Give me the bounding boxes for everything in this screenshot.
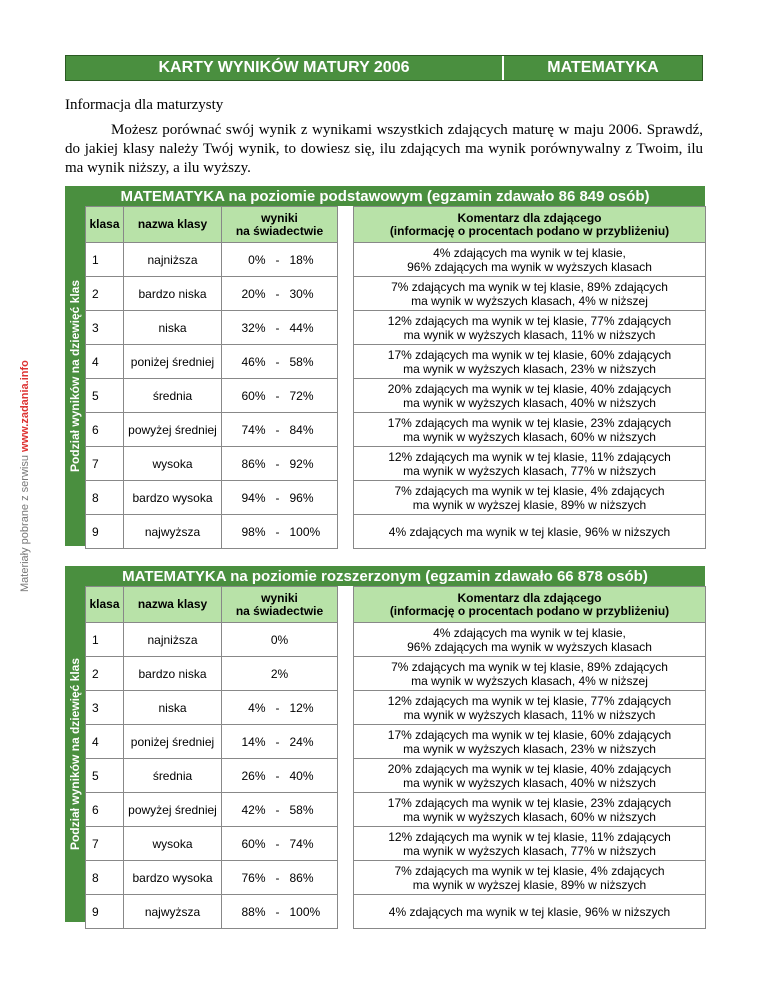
komentarz-line-1: 4% zdających ma wynik w tej klasie, — [433, 625, 626, 640]
komentarz-line-1: 12% zdających ma wynik w tej klasie, 77% zdających — [387, 313, 672, 328]
cell-gap — [338, 691, 354, 725]
komentarz-line-2: ma wynik w wyższych klasach, 11% w niższych — [403, 327, 656, 342]
cell-klasa: 6 — [86, 793, 124, 827]
cell-klasa: 3 — [86, 311, 124, 345]
cell-gap — [338, 277, 354, 311]
cell-klasa: 8 — [86, 481, 124, 515]
col-header-klasa: klasa — [86, 207, 124, 243]
cell-gap — [338, 515, 354, 549]
cell-klasa: 3 — [86, 691, 124, 725]
cell-komentarz — [354, 345, 706, 379]
cell-nazwa: bardzo niska — [124, 277, 222, 311]
cell-gap — [338, 793, 354, 827]
range — [225, 491, 334, 505]
cell-komentarz — [354, 623, 706, 657]
range-from: 76% — [241, 870, 266, 885]
cell-komentarz — [354, 793, 706, 827]
komentarz-line-1: 7% zdających ma wynik w tej klasie, 4% zdających — [394, 483, 665, 498]
cell-klasa: 7 — [86, 827, 124, 861]
cell-nazwa: bardzo wysoka — [124, 481, 222, 515]
range-to: 58% — [289, 802, 314, 817]
range-to: 100% — [289, 524, 321, 539]
table-row — [86, 657, 706, 691]
komentarz-line-1: 17% zdających ma wynik w tej klasie, 23% zdających — [387, 415, 672, 430]
title-bar — [65, 55, 703, 81]
range-from: 60% — [241, 388, 266, 403]
range-from: 4% — [248, 700, 266, 715]
cell-klasa: 4 — [86, 345, 124, 379]
komentarz-line-2: 96% zdających ma wynik w wyższych klasach — [407, 639, 652, 654]
cell-nazwa: poniżej średniej — [124, 725, 222, 759]
komentarz-line-1: 7% zdających ma wynik w tej klasie, 89% zdających — [391, 279, 668, 294]
komentarz-line-1: 17% zdających ma wynik w tej klasie, 60% zdających — [387, 347, 672, 362]
cell-wyniki — [222, 657, 338, 691]
range-from: 86% — [241, 456, 266, 471]
range-separator: - — [275, 286, 280, 301]
info-heading: Informacja dla maturzysty — [65, 97, 224, 113]
range — [225, 525, 334, 539]
range-to: 100% — [289, 904, 321, 919]
cell-nazwa: najniższa — [124, 623, 222, 657]
cell-komentarz — [354, 243, 706, 277]
range-to: 58% — [289, 354, 314, 369]
cell-gap — [338, 243, 354, 277]
range-from: 42% — [241, 802, 266, 817]
komentarz-line-2: ma wynik w wyższych klasach, 40% w niższych — [403, 395, 656, 410]
range-separator: - — [275, 252, 280, 267]
range-from: 0% — [248, 252, 266, 267]
range-to: 30% — [289, 286, 314, 301]
range-from: 94% — [241, 490, 266, 505]
cell-gap — [338, 657, 354, 691]
range-separator: - — [275, 354, 280, 369]
cell-komentarz — [354, 413, 706, 447]
cell-klasa: 9 — [86, 515, 124, 549]
range-separator: - — [275, 490, 280, 505]
komentarz-line-2: ma wynik w wyższych klasach, 4% w niższej — [411, 293, 648, 308]
range — [225, 803, 334, 817]
cell-wyniki-value: 0% — [270, 632, 289, 647]
cell-gap — [338, 725, 354, 759]
range-from: 98% — [241, 524, 266, 539]
basic-side-label — [65, 206, 85, 546]
cell-klasa: 5 — [86, 379, 124, 413]
table-row — [86, 515, 706, 549]
cell-wyniki — [222, 827, 338, 861]
komentarz-line-2: ma wynik w wyższych klasach, 60% w niższych — [403, 809, 656, 824]
komentarz-line-2: ma wynik w wyższych klasach, 40% w niższych — [403, 775, 656, 790]
cell-nazwa: najniższa — [124, 243, 222, 277]
table-row — [86, 413, 706, 447]
cell-gap — [338, 311, 354, 345]
cell-nazwa: wysoka — [124, 827, 222, 861]
basic-results-table — [85, 206, 706, 549]
range-to: 18% — [289, 252, 314, 267]
komentarz-line-2: ma wynik w wyższej klasie, 89% w niższych — [412, 497, 647, 512]
komentarz-line-1: 17% zdających ma wynik w tej klasie, 23% zdających — [387, 795, 672, 810]
cell-wyniki — [222, 515, 338, 549]
range-separator: - — [275, 870, 280, 885]
col-header-wyniki — [222, 587, 338, 623]
cell-wyniki — [222, 277, 338, 311]
cell-wyniki — [222, 861, 338, 895]
table-header-row — [86, 207, 706, 243]
range-from: 88% — [241, 904, 266, 919]
table-header-row — [86, 587, 706, 623]
cell-wyniki — [222, 447, 338, 481]
cell-komentarz — [354, 861, 706, 895]
cell-komentarz — [354, 725, 706, 759]
table-row — [86, 827, 706, 861]
komentarz-line-1: 12% zdających ma wynik w tej klasie, 77% zdających — [387, 693, 672, 708]
komentarz-line-2: ma wynik w wyższych klasach, 11% w niższych — [403, 707, 656, 722]
range-from: 74% — [241, 422, 266, 437]
source-watermark — [19, 332, 31, 592]
cell-klasa: 7 — [86, 447, 124, 481]
cell-klasa: 6 — [86, 413, 124, 447]
extended-side-label — [65, 586, 85, 922]
cell-gap — [338, 413, 354, 447]
range — [225, 423, 334, 437]
cell-nazwa: najwyższa — [124, 515, 222, 549]
range — [225, 253, 334, 267]
extended-section-title: MATEMATYKA na poziomie rozszerzonym (egzamin zdawało 66 878 osób) — [65, 566, 705, 586]
cell-komentarz — [354, 827, 706, 861]
range — [225, 905, 334, 919]
cell-gap — [338, 895, 354, 929]
table-row — [86, 481, 706, 515]
table-row — [86, 243, 706, 277]
komentarz-line-2: ma wynik w wyższych klasach, 77% w niższych — [403, 463, 656, 478]
range-separator: - — [275, 904, 280, 919]
range-to: 40% — [289, 768, 314, 783]
range-to: 74% — [289, 836, 314, 851]
cell-nazwa: niska — [124, 691, 222, 725]
cell-komentarz — [354, 691, 706, 725]
cell-wyniki — [222, 759, 338, 793]
range-from: 32% — [241, 320, 266, 335]
komentarz-line-1: 7% zdających ma wynik w tej klasie, 4% zdających — [394, 863, 665, 878]
range-from: 14% — [241, 734, 266, 749]
cell-wyniki — [222, 311, 338, 345]
cell-nazwa: powyżej średniej — [124, 793, 222, 827]
col-gap — [338, 207, 354, 243]
cell-klasa: 2 — [86, 657, 124, 691]
cell-gap — [338, 759, 354, 793]
table-row — [86, 759, 706, 793]
komentarz-line-2: ma wynik w wyższych klasach, 23% w niższych — [403, 741, 656, 756]
cell-wyniki — [222, 793, 338, 827]
cell-komentarz — [354, 447, 706, 481]
table-row — [86, 379, 706, 413]
cell-nazwa: średnia — [124, 379, 222, 413]
cell-nazwa: powyżej średniej — [124, 413, 222, 447]
table-row — [86, 793, 706, 827]
cell-gap — [338, 345, 354, 379]
cell-klasa: 2 — [86, 277, 124, 311]
komentarz-line-1: 12% zdających ma wynik w tej klasie, 11% zdających — [388, 829, 671, 844]
table-row — [86, 447, 706, 481]
range-to: 92% — [289, 456, 314, 471]
cell-gap — [338, 827, 354, 861]
range-separator: - — [275, 802, 280, 817]
col-header-klasa: klasa — [86, 587, 124, 623]
document-title: KARTY WYNIKÓW MATURY 2006 — [66, 56, 504, 80]
komentarz-line-1: 4% zdających ma wynik w tej klasie, 96% w niższych — [388, 524, 671, 539]
range — [225, 389, 334, 403]
cell-wyniki — [222, 895, 338, 929]
range-to: 24% — [289, 734, 314, 749]
cell-klasa: 5 — [86, 759, 124, 793]
range-to: 44% — [289, 320, 314, 335]
cell-komentarz — [354, 895, 706, 929]
range-from: 26% — [241, 768, 266, 783]
range — [225, 871, 334, 885]
table-row — [86, 623, 706, 657]
range-separator: - — [275, 700, 280, 715]
cell-wyniki — [222, 345, 338, 379]
col-header-komentarz-2: (informację o procentach podano w przybliżeniu) — [389, 223, 670, 238]
range-to: 12% — [289, 700, 314, 715]
range — [225, 457, 334, 471]
table-row — [86, 725, 706, 759]
range-separator: - — [275, 422, 280, 437]
cell-gap — [338, 379, 354, 413]
komentarz-line-2: ma wynik w wyższych klasach, 23% w niższych — [403, 361, 656, 376]
range — [225, 769, 334, 783]
cell-klasa: 8 — [86, 861, 124, 895]
range-from: 20% — [241, 286, 266, 301]
komentarz-line-1: 4% zdających ma wynik w tej klasie, 96% w niższych — [388, 904, 671, 919]
cell-komentarz — [354, 759, 706, 793]
komentarz-line-2: ma wynik w wyższych klasach, 60% w niższych — [403, 429, 656, 444]
cell-nazwa: najwyższa — [124, 895, 222, 929]
col-header-komentarz — [354, 587, 706, 623]
cell-wyniki — [222, 243, 338, 277]
extended-side-label-text: Podział wyników na dziewięć klas — [68, 657, 82, 851]
range — [225, 321, 334, 335]
cell-komentarz — [354, 311, 706, 345]
range — [225, 735, 334, 749]
komentarz-line-2: ma wynik w wyższej klasie, 89% w niższych — [412, 877, 647, 892]
cell-komentarz — [354, 481, 706, 515]
komentarz-line-1: 20% zdających ma wynik w tej klasie, 40% zdających — [387, 761, 672, 776]
intro-paragraph: Możesz porównać swój wynik z wynikami wszystkich zdających maturę w maju 2006. Sprawdź, do jakiej klasy należy Twój wynik, to dowiesz się, ilu zdających ma wynik porównywalny z Twoim, ilu ma wynik niższy, a ilu wyższy. — [65, 122, 703, 176]
cell-gap — [338, 481, 354, 515]
cell-komentarz — [354, 515, 706, 549]
basic-side-label-text: Podział wyników na dziewięć klas — [68, 279, 82, 473]
col-header-komentarz-1: Komentarz dla zdającego — [457, 590, 602, 605]
komentarz-line-2: 96% zdających ma wynik w wyższych klasach — [407, 259, 652, 274]
cell-nazwa: średnia — [124, 759, 222, 793]
col-header-wyniki-2: na świadectwie — [235, 603, 324, 618]
watermark-prefix: Materiały pobrane z serwisu — [19, 451, 31, 592]
range-from: 46% — [241, 354, 266, 369]
col-header-wyniki — [222, 207, 338, 243]
range-to: 86% — [289, 870, 314, 885]
range-separator: - — [275, 734, 280, 749]
col-header-nazwa: nazwa klasy — [124, 207, 222, 243]
range-separator: - — [275, 320, 280, 335]
col-header-komentarz — [354, 207, 706, 243]
col-gap — [338, 587, 354, 623]
cell-klasa: 1 — [86, 243, 124, 277]
range-to: 72% — [289, 388, 314, 403]
range — [225, 287, 334, 301]
cell-klasa: 1 — [86, 623, 124, 657]
col-header-komentarz-1: Komentarz dla zdającego — [457, 210, 602, 225]
cell-wyniki — [222, 379, 338, 413]
table-row — [86, 691, 706, 725]
col-header-wyniki-2: na świadectwie — [235, 223, 324, 238]
komentarz-line-1: 4% zdających ma wynik w tej klasie, — [433, 245, 626, 260]
cell-nazwa: poniżej średniej — [124, 345, 222, 379]
cell-wyniki — [222, 623, 338, 657]
cell-wyniki — [222, 725, 338, 759]
cell-komentarz — [354, 379, 706, 413]
table-row — [86, 345, 706, 379]
cell-gap — [338, 623, 354, 657]
col-header-komentarz-2: (informację o procentach podano w przybliżeniu) — [389, 603, 670, 618]
cell-wyniki — [222, 413, 338, 447]
range-separator: - — [275, 524, 280, 539]
range-separator: - — [275, 768, 280, 783]
table-row — [86, 277, 706, 311]
komentarz-line-1: 12% zdających ma wynik w tej klasie, 11% zdających — [388, 449, 671, 464]
col-header-wyniki-1: wyniki — [261, 590, 298, 605]
basic-section-title: MATEMATYKA na poziomie podstawowym (egzamin zdawało 86 849 osób) — [65, 186, 705, 206]
range-separator: - — [275, 836, 280, 851]
range — [225, 837, 334, 851]
cell-wyniki — [222, 691, 338, 725]
cell-wyniki — [222, 481, 338, 515]
cell-wyniki-value: 2% — [270, 666, 289, 681]
cell-nazwa: niska — [124, 311, 222, 345]
range-separator: - — [275, 456, 280, 471]
watermark-site: www.zadania.info — [19, 360, 31, 452]
range-from: 60% — [241, 836, 266, 851]
komentarz-line-1: 17% zdających ma wynik w tej klasie, 60% zdających — [387, 727, 672, 742]
komentarz-line-1: 7% zdających ma wynik w tej klasie, 89% zdających — [391, 659, 668, 674]
col-header-wyniki-1: wyniki — [261, 210, 298, 225]
komentarz-line-2: ma wynik w wyższych klasach, 77% w niższych — [403, 843, 656, 858]
range-to: 84% — [289, 422, 314, 437]
komentarz-line-1: 20% zdających ma wynik w tej klasie, 40% zdających — [387, 381, 672, 396]
table-row — [86, 861, 706, 895]
range — [225, 701, 334, 715]
cell-nazwa: bardzo wysoka — [124, 861, 222, 895]
cell-klasa: 4 — [86, 725, 124, 759]
table-row — [86, 311, 706, 345]
extended-results-table — [85, 586, 706, 929]
range-to: 96% — [289, 490, 314, 505]
cell-gap — [338, 861, 354, 895]
komentarz-line-2: ma wynik w wyższych klasach, 4% w niższej — [411, 673, 648, 688]
subject-title: MATEMATYKA — [547, 59, 659, 76]
range — [225, 355, 334, 369]
cell-gap — [338, 447, 354, 481]
cell-klasa: 9 — [86, 895, 124, 929]
cell-komentarz — [354, 657, 706, 691]
cell-nazwa: bardzo niska — [124, 657, 222, 691]
col-header-nazwa: nazwa klasy — [124, 587, 222, 623]
table-row — [86, 895, 706, 929]
cell-komentarz — [354, 277, 706, 311]
range-separator: - — [275, 388, 280, 403]
cell-nazwa: wysoka — [124, 447, 222, 481]
